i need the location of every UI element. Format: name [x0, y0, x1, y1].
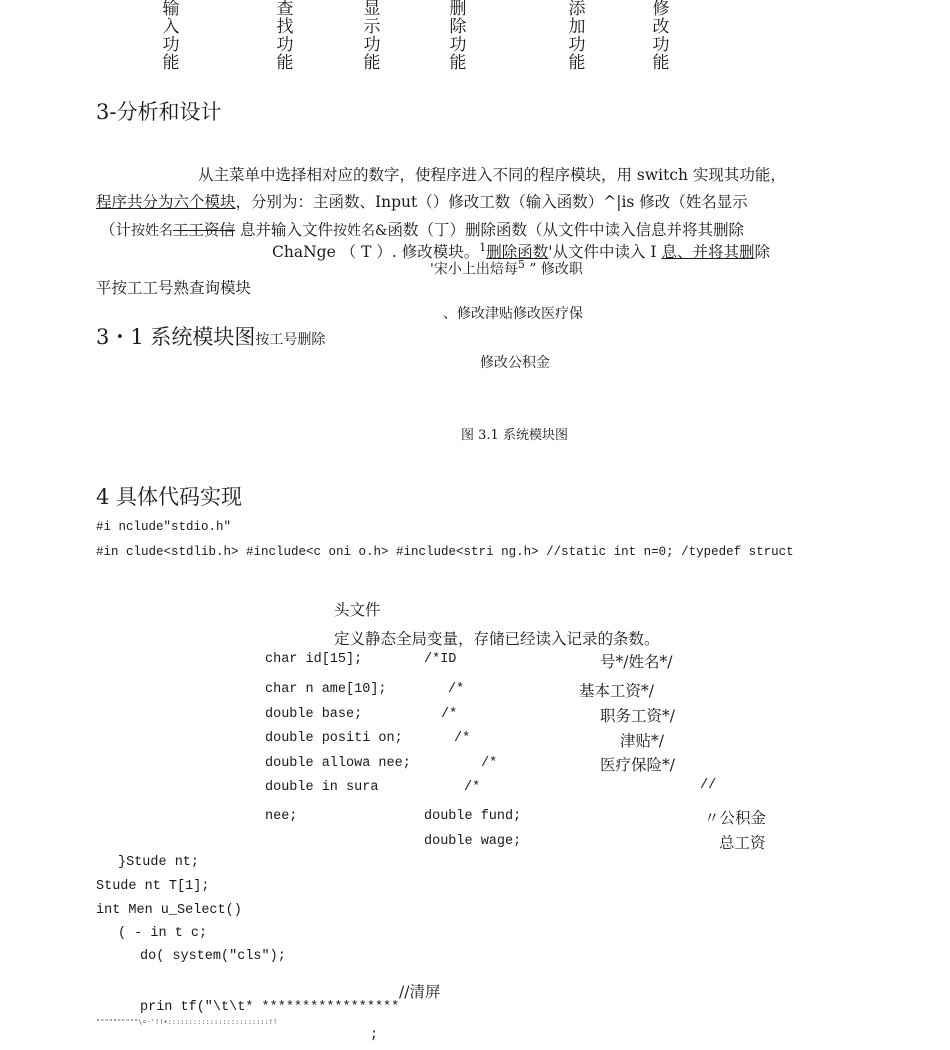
struct-row-mid: /* — [454, 731, 471, 746]
code-tail-line: do( system("cls"); — [140, 949, 286, 964]
struct-row-right: 号*/姓名*/ — [600, 653, 673, 671]
search-module-line: 平按工工号熟查询模块 — [96, 279, 252, 297]
struct-row-right: // — [700, 778, 717, 793]
para-line-4-mid: '从文件中读入 I — [548, 243, 662, 261]
nee-line: nee; — [265, 809, 298, 824]
code-tail-line: int Men u_Select() — [96, 903, 242, 918]
para-line-3-e: 函数（丁）删除函数（从文件中读入信息并将其删除 — [387, 221, 744, 239]
code-line-2: #in clude<stdlib.h> #include<c oni o.h> #include<stri ng.h> //static int n=0; /typedef struct — [96, 545, 794, 559]
para-line-1: 从主菜单中选择相对应的数字，使程序进入不同的程序模块，用 switch 实现其功能， — [198, 166, 786, 184]
para-line-3-strike: 工工资信 — [173, 221, 236, 239]
para-line-5 — [430, 258, 583, 279]
menu-column-input: 输入功能 — [162, 0, 180, 73]
allowance-line: 、修改津贴修改医疗保 — [443, 306, 583, 322]
struct-row-mid: /* — [464, 780, 481, 795]
para-line-4-a: ChaNge （ T ）. 修改模块。 — [272, 243, 480, 261]
para-line-2 — [96, 190, 748, 212]
code-tail-line: }Stude nt; — [118, 855, 200, 870]
menu-column-display: 显示功能 — [363, 0, 381, 73]
struct-row-right: 基本工资*/ — [579, 682, 654, 700]
para-line-4-u1: 删除函数 — [486, 243, 549, 261]
section-3-heading: 3-分析和设计 — [96, 100, 222, 124]
para-line-3-d: 按姓名& — [332, 223, 388, 239]
subsection-3-1 — [96, 321, 325, 351]
para-line-3 — [100, 218, 744, 240]
clear-comment: //清屏 — [399, 983, 441, 1001]
para-line-4-end: 除 — [754, 243, 771, 261]
garbled-line: """"""""""\=-'!!•::::::::::::::::::::::::!! — [96, 1018, 278, 1026]
para-line-5-text: '宋小上出焙每 — [430, 261, 518, 278]
struct-row-mid: /* — [441, 707, 458, 722]
struct-row-right: 津贴*/ — [620, 732, 664, 750]
struct-row-code: double allowa nee; — [265, 756, 411, 771]
struct-row-right: 医疗保险*/ — [600, 756, 675, 774]
struct-row-mid: /* — [448, 682, 465, 697]
menu-column-delete: 删除功能 — [449, 0, 467, 73]
fund-comment: 〃公积金 — [704, 809, 767, 827]
struct-row-code: char id[15]; — [265, 652, 363, 667]
struct-row-code: double positi on; — [265, 731, 403, 746]
menu-column-modify: 修改功能 — [652, 0, 670, 73]
struct-row-code: double in sura — [265, 780, 379, 795]
code-tail-line: Stude nt T[1]; — [96, 879, 210, 894]
struct-row-code: char n ame[10]; — [265, 682, 387, 697]
note-header: 头文件 — [334, 601, 381, 619]
fund-line: 修改公积金 — [480, 355, 550, 371]
menu-column-search: 查找功能 — [276, 0, 294, 73]
para-line-3-c: 息并输入文件 — [235, 221, 333, 239]
code-line-1: #i nclude"stdio.h" — [96, 520, 232, 534]
struct-row-code: double base; — [265, 707, 363, 722]
para-line-3-b: 按姓名 — [131, 223, 174, 239]
printf-line: prin tf("\t\t* ***************** — [140, 1000, 400, 1015]
struct-row-right: 职务工资*/ — [600, 707, 675, 725]
wage-code: double wage; — [424, 834, 522, 849]
para-line-5-sup: 5 — [517, 258, 525, 271]
semicolon: ; — [370, 1028, 379, 1043]
para-line-3-a: （计 — [100, 221, 132, 239]
wage-comment: 总工资 — [719, 834, 766, 852]
subsection-3-1-heading: 3・1 系统模块图 — [96, 325, 256, 349]
para-line-4-sup: 1 — [479, 240, 487, 254]
para-line-2-rest: ，分别为：主函数、Input（）修改工数（输入函数）^|is 修改（姓名显示 — [235, 193, 748, 211]
code-tail-line: ( - in t c; — [118, 926, 208, 941]
section-4-heading: 4 具体代码实现 — [96, 485, 243, 509]
struct-row-mid: /* — [481, 756, 498, 771]
para-line-2-underlined: 程序共分为六个模块 — [96, 193, 236, 211]
para-line-5-end: ” 修改职 — [524, 261, 583, 278]
subsection-3-1-small: 按工号删除 — [255, 332, 326, 348]
note-static: 定义静态全局变量，存储已经读入记录的条数。 — [334, 630, 660, 648]
struct-row-mid: /*ID — [424, 652, 457, 667]
fund-code: double fund; — [424, 809, 522, 824]
figure-caption: 图 3.1 系统模块图 — [461, 428, 568, 443]
menu-column-add: 添加功能 — [568, 0, 586, 73]
para-line-4-u2: 息、并将其删 — [661, 243, 755, 261]
